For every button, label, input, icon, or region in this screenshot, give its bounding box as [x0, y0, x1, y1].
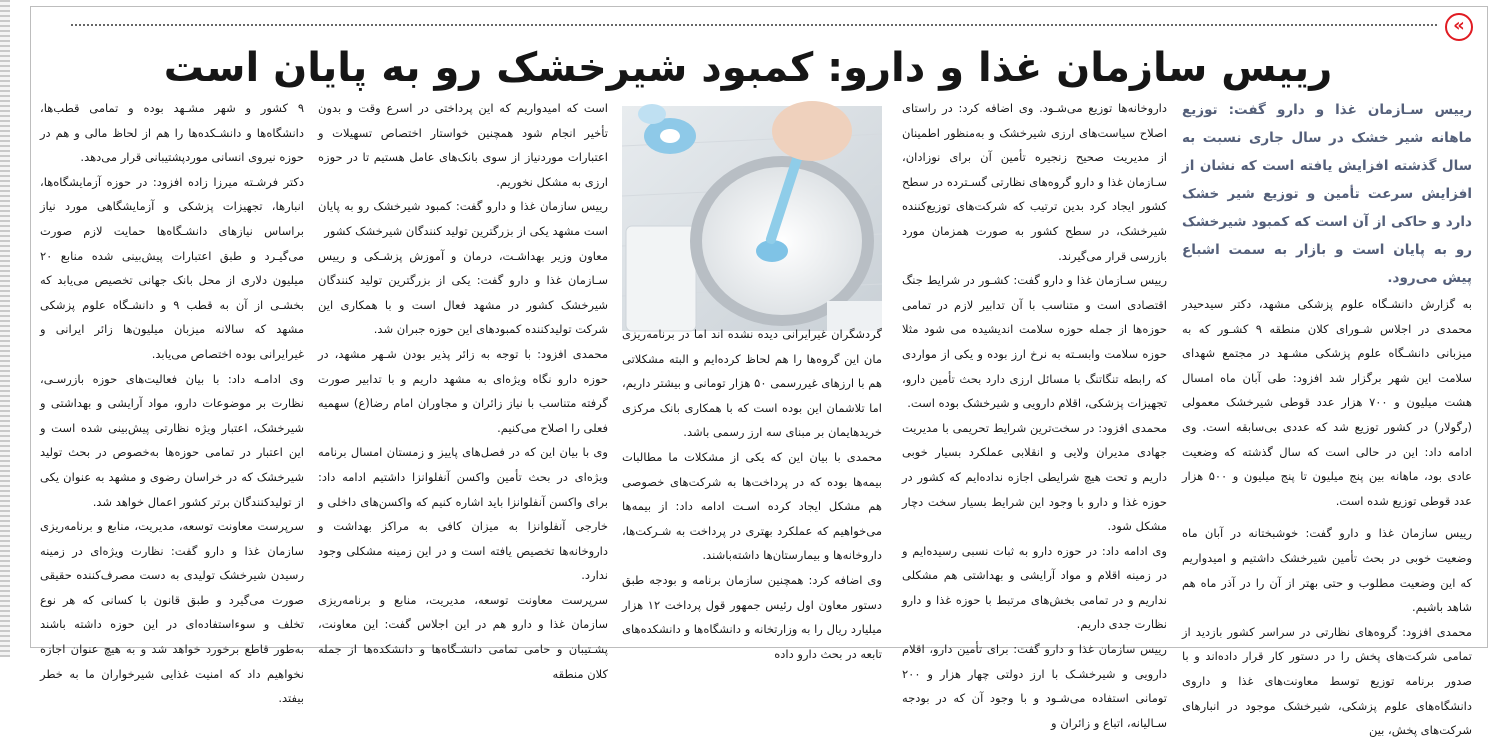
article-column-4 — [318, 96, 608, 681]
paragraph: ۹ کشور و شهر مشـهد بوده و تمامی قطب‌ها، دانشگاه‌ها و دانشـکده‌ها را هم از لحاظ مالی و هم در حوزه نیروی انسانی موردپشتیبانی قرار می‌دهد. — [40, 101, 304, 165]
paragraph: وی با بیان این که در فصل‌های پاییز و زمستان امسال برنامه ویژه‌ای در بحث تأمین واکسن آنفلوانزا داشتیم ادامه داد: برای واکسن آنفلوانزا باید اشاره کنیم که واکسن‌های داخلی و خارجی آنفلوانزا به میزان کافی به مراکز بهداشت و داروخانه‌ها تخصیص یافته است و در این زمینه مشکلی وجود ندارد. — [318, 445, 608, 583]
paragraph: رییس سازمان غذا و دارو گفت: برای تأمین دارو، اقلام دارویی و شیرخشـک با ارز دولتی چهار هزار و ۲۰۰ تومانی استفاده می‌شـود و با وجود آن که در بودجه سـالیانه، اتباع و زائران و — [902, 642, 1167, 730]
article-column-5 — [40, 96, 304, 706]
dotted-header-rule — [71, 24, 1437, 26]
baby-formula-photo-icon — [622, 106, 882, 331]
paragraph: وی ادامـه داد: با بیان فعالیت‌های حوزه بازرسـی، نظارت بر موضوعات دارو، مواد آرایشی و بهداشتی و شیرخشک، اعتبار ویژه نظارتی پیش‌بینی شده است و این اعتبار در تمامی حوزه‌ها به‌خصوص در بحث تولید شیرخشک که در خراسان رضوی و مشهد به عنوان یکی از تولیدکنندگان برتر کشور اعمال خواهد شد. — [40, 371, 304, 509]
paragraph: سرپرست معاونت توسعه، مدیریت، منابع و برنامه‌ریزی سازمان غذا و دارو گفت: نظارت ویژه‌ای در زمینه رسیدن شیرخشک تولیدی به دست مصرف‌کننده حقیقی صورت می‌گیرد و طبق قانون با کسانی که هر نوع تخلف و سوءاستفاده‌ای در این حوزه داشته باشند به‌طور قاطع برخورد خواهد شد و به هیچ عنوان اجازه نخواهیم داد که امنیت غذایی شیرخواران ما به خطر بیفتد. — [40, 519, 304, 706]
paragraph: داروخانه‌ها توزیع می‌شـود. وی اضافه کرد: در راستای اصلاح سیاست‌های ارزی شیرخشک و به‌منظور اطمینان از مدیریت صحیح زنجیره تأمین آن برای نوزادان، سـازمان غذا و دارو گروه‌های نظارتی گسـترده در سطح کشور ایجاد کرد بدین ترتیب که شرکت‌های توزیع‌کننده شیرخشک، در سطح کشور به صورت همزمان مورد بازرسی قرار می‌گیرند. — [902, 101, 1167, 263]
paragraph: وی ادامه داد: در حوزه دارو به ثبات نسبی رسیده‌ایم و در زمینه اقلام و مواد آرایشی و بهداشتی هم مشکلی نداریم و در تمامی بخش‌های مرتبط با حوزه غذا و دارو نظارت جدی داریم. — [902, 543, 1167, 632]
paragraph: رییس سـازمان غذا و دارو گفت: کشـور در شرایط جنگ اقتصادی است و متناسب با آن تدابیر لازم در تمامی حوزه‌ها از جمله حوزه سلامت اندیشیده می‌ شود مثلا حوزه سلامت وابسـته به نرخ ارز بوده و یکی از مواردی که رابطه تنگاتنگ با مسائل ارزی دارد بحث تأمین دارو، تجهیزات پزشکی، اقلام دارویی و شیرخشک بوده است. — [902, 273, 1167, 411]
paragraph: محمدی افزود: گروه‌های نظارتی در سراسر کشور بازدید از تمامی شرکت‌های پخش را در دستور کار قرار داده‌اند و با صدور برنامه توزیع توسط معاونت‌های غذا و داروی دانشگاه‌های علوم پزشکی، شیرخشک موجود در انبارهای شرکت‌های پخش، بین — [1182, 624, 1472, 738]
paragraph: محمدی افزود: در سخت‌ترین شرایط تحریمی با مدیریت جهادی مدیران ولایی و انقلابی عملکرد بسیار خوبی داریم و تحت هیچ شرایطی اجازه نداده‌ایم که کشور در حوزه غذا و دارو با وجود این شرایط بسیار سخت دچار مشکل شود. — [902, 420, 1167, 534]
paragraph: سرپرست معاونت توسعه، مدیریت، منابع و برنامه‌ریزی سازمان غذا و دارو هم در این اجلاس گفت: این معاونت، پشـتیبان و حامی تمامی دانشـگاه‌ها و دانشکده‌ها از جمله کلان منطقه — [318, 592, 608, 681]
paragraph: معاون وزیر بهداشـت، درمان و آموزش پزشـکی و رییس سـازمان غذا و دارو گفت: یکی از بزرگترین تولید کنندگان شیرخشک کشور در مشهد فعال است و با همکاری این شرکت تولیدکننده کمبودهای این حوزه جبران شد. — [318, 248, 608, 337]
article-column-1 — [1182, 96, 1472, 738]
paragraph: وی اضافه کرد: همچنین سازمان برنامه و بودجه طبق دستور معاون اول رئیس جمهور قول پرداخت ۱۲ هزار میلیارد ریال را به وزارتخانه و دانشگاه‌ها و دانشکده‌های تابعه در بحث دارو داده — [622, 572, 882, 661]
newspaper-logo-icon[interactable]: « — [1445, 13, 1473, 41]
article-headline: رییس سازمان غذا و دارو: کمبود شیرخشک رو به پایان است — [163, 45, 1333, 91]
paragraph: محمدی افزود: با توجه به زائر پذیر بودن شـهر مشهد، در حوزه دارو نگاه ویژه‌ای به مشهد داریم و با تدابیر صورت گرفته متناسب با نیاز زائران و مجاوران امام رضا(ع) سهمیه فعلی را اصلاح می‌کنیم. — [318, 346, 608, 435]
paragraph: محمدی با بیان این که یکی از مشکلات ما مطالبات بیمه‌ها بوده که در پرداخت‌ها به شرکت‌های خصوصی هم مشکل ایجاد کرده اسـت ادامه داد: از بیمه‌ها می‌خواهیم که عملکرد بهتری در پرداخت به شـرکت‌ها، داروخانه‌ها و بیمارستان‌ها داشته‌باشند. — [622, 449, 882, 563]
article-lead: رییس سـازمان غذا و دارو گفت: توزیع ماهانه شیر خشک در سال جاری نسبت به سال گذشته افزایش یافته است که نشان از افزایش سرعت تأمین و توزیع شیر خشک دارد و حاکی از آن است که کمبود شیرخشک رو به پایان است و بازار به سمت اشباع پیش می‌رود. — [1182, 102, 1472, 286]
paragraph: به گزارش دانشـگاه علوم پزشکی مشهد، دکتر سیدحیدر محمدی در اجلاس شـورای کلان منطقه ۹ کشـور که به میزبانی دانشـگاه علوم پزشکی مشـهد در مجتمع شهدای سلامت این شهر برگزار شد افزود: طی آبان ماه امسال هشت میلیون و ۷۰۰ هزار عدد قوطی شیرخشک معمولی (رگولار) در کشور توزیع شد که عددی بی‌سابقه است. وی ادامه داد: این در حالی است که سال گذشته که وضعیت عادی بود، ماهانه بین پنج میلیون تا پنج میلیون و ۵۰۰ هزار عدد قوطی توزیع شده است. — [1182, 297, 1472, 508]
paragraph: رییس سازمان غذا و دارو گفت: خوشبختانه در آبان ماه وضعیت خوبی در بحث تأمین شیرخشک داشتیم و امیدواریم که این وضعیت مطلوب و حتی بهتر از آن را در آذر ماه هم شاهد باشیم. — [1182, 526, 1472, 615]
article-column-3 — [622, 322, 882, 661]
paragraph: گردشگران غیرایرانی دیده نشده اند اما در برنامه‌ریزی مان این گروه‌ها را هم لحاظ کرده‌ایم و البته مشکلاتی هم با ارزهای غیررسمی ۵۰ هزار تومانی و بیشتر داریم، اما تلاشمان این بوده است که با همکاری بانک مرکزی خریدهایمان بر مبنای سه ارز رسمی باشد. — [622, 327, 882, 440]
paragraph: رییس سازمان غذا و دارو گفت: کمبود شیرخشک رو به پایان است مشهد یکی از بزرگترین تولید کنندگان شیرخشک کشور — [318, 199, 608, 238]
article-column-2 — [902, 96, 1167, 730]
paragraph: است که امیدواریم که این پرداختی در اسرع وقت و بدون تأخیر انجام شود همچنین خواستار اختصاص تسهیلات و اعتبارات موردنیاز از سوی بانک‌های عامل هستیم تا در حوزه ارزی به مشکل نخوریم. — [318, 101, 608, 189]
torn-page-edge — [0, 0, 10, 657]
paragraph: دکتر فرشـته میرزا زاده افزود: در حوزه آزمایشگاه‌ها، انبارها، تجهیزات پزشکی و آزمایشگاهی مورد نیاز براساس نیازهای دانشـگاه‌ها حمایت لازم صورت می‌گیـرد و طبق اعتبارات پیش‌بینی شده منابع ۲۰ میلیون دلاری از محل بانک جهانی تخصیص می‌یابد که بخشـی از آن به قطب ۹ و دانشـگاه علوم پزشکی مشهد که سالانه میزبان میلیون‌ها زائر ایرانی و غیرایرانی بوده اختصاص می‌یابد. — [40, 174, 304, 361]
